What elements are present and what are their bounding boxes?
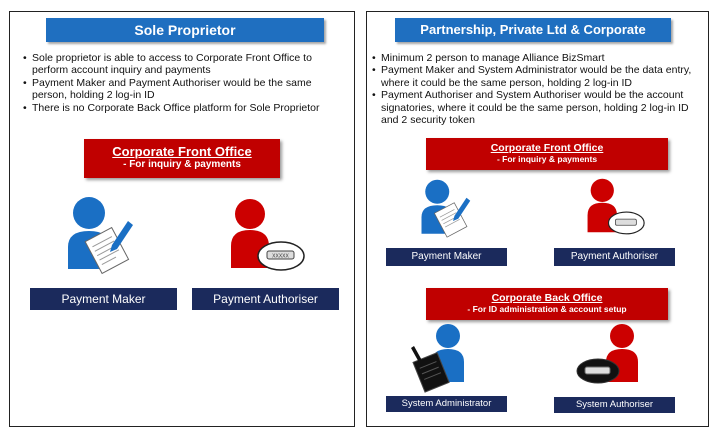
right-payment-authoriser-icon — [585, 178, 649, 240]
right-payment-maker-icon — [417, 178, 477, 246]
payment-authoriser-label: Payment Authoriser — [192, 288, 339, 310]
token-text: XXXXX — [272, 253, 289, 260]
right-corporate-front-office-box — [426, 138, 668, 170]
corporate-front-office-subtitle: - For inquiry & payments — [123, 159, 241, 170]
bullet-item: • Payment Maker and System Administrator would be the data entry, where it could be the same person, holding 2 log-in ID — [372, 64, 702, 89]
system-administrator-icon — [410, 322, 472, 394]
system-administrator-label: System Administrator — [386, 396, 507, 412]
corporate-back-office-title: Corporate Back Office — [491, 292, 603, 304]
corporate-front-office-title: Corporate Front Office — [112, 144, 252, 159]
right-front-office-title: Corporate Front Office — [490, 142, 604, 154]
bullet-item: • Payment Authoriser and System Authoriser would be the account signatories, where it could be the same person, holding 2 log-in ID and 2 security token — [372, 89, 702, 126]
partnership-header: Partnership, Private Ltd & Corporate — [395, 18, 671, 42]
sole-proprietor-bullets — [23, 52, 349, 114]
payment-maker-label: Payment Maker — [30, 288, 177, 310]
sole-proprietor-header: Sole Proprietor — [46, 18, 324, 42]
partnership-bullets — [372, 52, 702, 126]
right-payment-authoriser-label: Payment Authoriser — [554, 248, 675, 266]
system-authoriser-label: System Authoriser — [554, 397, 675, 413]
bullet-item: • Minimum 2 person to manage Alliance BizSmart — [372, 52, 702, 64]
payment-maker-icon — [62, 195, 142, 285]
system-authoriser-icon — [575, 322, 645, 388]
corporate-front-office-box — [84, 139, 280, 178]
bullet-item: • There is no Corporate Back Office platform for Sole Proprietor — [23, 102, 349, 114]
right-payment-maker-label: Payment Maker — [386, 248, 507, 266]
corporate-back-office-subtitle: - For ID administration & account setup — [467, 304, 627, 314]
payment-authoriser-icon — [228, 198, 310, 278]
right-front-office-subtitle: - For inquiry & payments — [496, 154, 598, 164]
bullet-item: • Payment Maker and Payment Authoriser would be the same person, holding 2 log-in ID — [23, 77, 349, 102]
bullet-item: • Sole proprietor is able to access to Corporate Front Office to perform account inquiry and payments — [23, 52, 349, 77]
corporate-back-office-box — [426, 288, 668, 320]
